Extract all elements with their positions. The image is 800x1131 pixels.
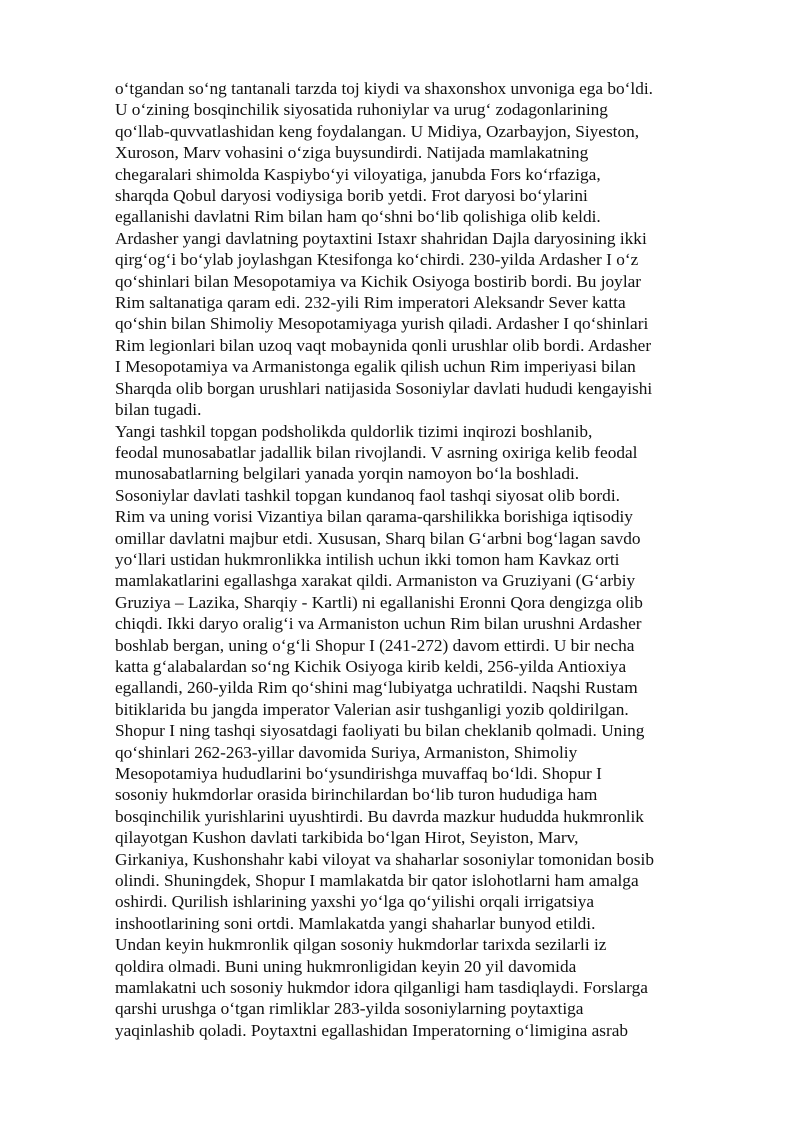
text-line: Yangi tashkil topgan podsholikda quldorlik tizimi inqirozi boshlanib, xyxy=(115,421,593,441)
text-line: Shopur I ning tashqi siyosatdagi faoliyati bu bilan cheklanib qolmadi. Uning xyxy=(115,721,645,741)
text-line: Rim va uning vorisi Vizantiya bilan qarama-qarshilikka borishiga iqtisodiy xyxy=(115,507,633,527)
text-line: Gruziya – Lazika, Sharqiy - Kartli) ni egallanishi Eronni Qora dengizga olib xyxy=(115,592,643,612)
text-line: bilan tugadi. xyxy=(115,400,202,420)
text-line: qirg‘og‘i bo‘ylab joylashgan Ktesifonga ko‘chirdi. 230-yilda Ardasher I o‘z xyxy=(115,250,639,270)
text-line: Girkaniya, Kushonshahr kabi viloyat va shaharlar sosoniylar tomonidan bosib xyxy=(115,849,654,869)
text-line: Sharqda olib borgan urushlari natijasida Sosoniylar davlati hududi kengayishi xyxy=(115,378,653,398)
text-line: Ardasher yangi davlatning poytaxtini Istaxr shahridan Dajla daryosining ikki xyxy=(115,228,647,248)
text-line: omillar davlatni majbur etdi. Xususan, Sharq bilan G‘arbni bog‘lagan savdo xyxy=(115,528,641,548)
text-line: munosabatlarning belgilari yanada yorqin namoyon bo‘la boshladi. xyxy=(115,464,580,484)
text-line: olindi. Shuningdek, Shopur I mamlakatda bir qator islohotlarni ham amalga xyxy=(115,871,639,891)
text-line: qo‘llab-quvvatlashidan keng foydalangan. U Midiya, Ozarbayjon, Siyeston, xyxy=(115,121,640,141)
text-line: U o‘zining bosqinchilik siyosatida ruhoniylar va urug‘ zodagonlarining xyxy=(115,100,608,120)
text-line: Sosoniylar davlati tashkil topgan kundanoq faol tashqi siyosat olib bordi. xyxy=(115,485,620,505)
text-line: I Mesopotamiya va Armanistonga egalik qilish uchun Rim imperiyasi bilan xyxy=(115,357,636,377)
text-line: Undan keyin hukmronlik qilgan sosoniy hukmdorlar tarixda sezilarli iz xyxy=(115,935,607,955)
text-line: qo‘shinlari 262-263-yillar davomida Suriya, Armaniston, Shimoliy xyxy=(115,742,578,762)
text-line: Xuroson, Marv vohasini o‘ziga buysundirdi. Natijada mamlakatning xyxy=(115,143,589,163)
text-line: bitiklarida bu jangda imperator Valerian asir tushganligi yozib qoldirilgan. xyxy=(115,699,629,719)
text-line: Mesopotamiya hududlarini bo‘ysundirishga muvaffaq bo‘ldi. Shopur I xyxy=(115,764,602,783)
text-line: katta g‘alabalardan so‘ng Kichik Osiyoga kirib keldi, 256-yilda Antioxiya xyxy=(115,656,627,676)
text-line: qo‘shin bilan Shimoliy Mesopotamiyaga yurish qiladi. Ardasher I qo‘shinlari xyxy=(115,314,649,334)
text-line: feodal munosabatlar jadallik bilan rivojlandi. V asrning oxiriga kelib feodal xyxy=(115,442,638,462)
text-line: yaqinlashib qoladi. Poytaxtni egallashidan Imperatorning o‘limigina asrab xyxy=(115,1020,629,1040)
text-line: boshlab bergan, uning o‘g‘li Shopur I (241-272) davom ettirdi. U bir necha xyxy=(115,635,635,655)
text-line: qo‘shinlari bilan Mesopotamiya va Kichik Osiyoga bostirib bordi. Bu joylar xyxy=(115,271,642,291)
text-line: egallandi, 260-yilda Rim qo‘shini mag‘lubiyatga uchratildi. Naqshi Rustam xyxy=(115,678,638,698)
text-line: o‘tgandan so‘ng tantanali tarzda toj kiydi va shaxonshox unvoniga ega bo‘ldi. xyxy=(115,79,653,98)
text-line: bosqinchilik yurishlarini uyushtirdi. Bu davrda mazkur hududda hukmronlik xyxy=(115,806,644,826)
text-line: Rim legionlari bilan uzoq vaqt mobaynida qonli urushlar olib bordi. Ardasher xyxy=(115,335,652,355)
text-line: sosoniy hukmdorlar orasida birinchilardan bo‘lib turon hududiga ham xyxy=(115,785,598,805)
text-line: inshootlarining soni ortdi. Mamlakatda yangi shaharlar bunyod etildi. xyxy=(115,913,596,933)
text-line: qoldira olmadi. Buni uning hukmronligidan keyin 20 yil davomida xyxy=(115,956,577,976)
text-line: chiqdi. Ikki daryo oralig‘i va Armaniston uchun Rim bilan urushni Ardasher xyxy=(115,614,642,634)
text-line: oshirdi. Qurilish ishlarining yaxshi yo‘lga qo‘yilishi orqali irrigatsiya xyxy=(115,892,595,912)
text-line: mamlakatlarini egallashga xarakat qildi. Armaniston va Gruziyani (G‘arbiy xyxy=(115,571,636,591)
text-line: mamlakatni uch sosoniy hukmdor idora qilganligi ham tasdiqlaydi. Forslarga xyxy=(115,978,648,998)
text-line: Rim saltanatiga qaram edi. 232-yili Rim imperatori Aleksandr Sever katta xyxy=(115,293,626,313)
document-page xyxy=(115,78,705,1041)
text-line: sharqda Qobul daryosi vodiysiga borib yetdi. Frot daryosi bo‘ylarini xyxy=(115,186,588,206)
text-line: qilayotgan Kushon davlati tarkibida bo‘lgan Hirot, Seyiston, Marv, xyxy=(115,828,579,848)
text-line: qarshi urushga o‘tgan rimliklar 283-yilda sosoniylarning poytaxtiga xyxy=(115,999,584,1019)
text-line: yo‘llari ustidan hukmronlikka intilish uchun ikki tomon ham Kavkaz orti xyxy=(115,549,620,569)
text-line: chegaralari shimolda Kaspiybo‘yi viloyatiga, janubda Fors ko‘rfaziga, xyxy=(115,164,601,184)
text-line: egallanishi davlatni Rim bilan ham qo‘shni bo‘lib qolishiga olib keldi. xyxy=(115,207,601,227)
